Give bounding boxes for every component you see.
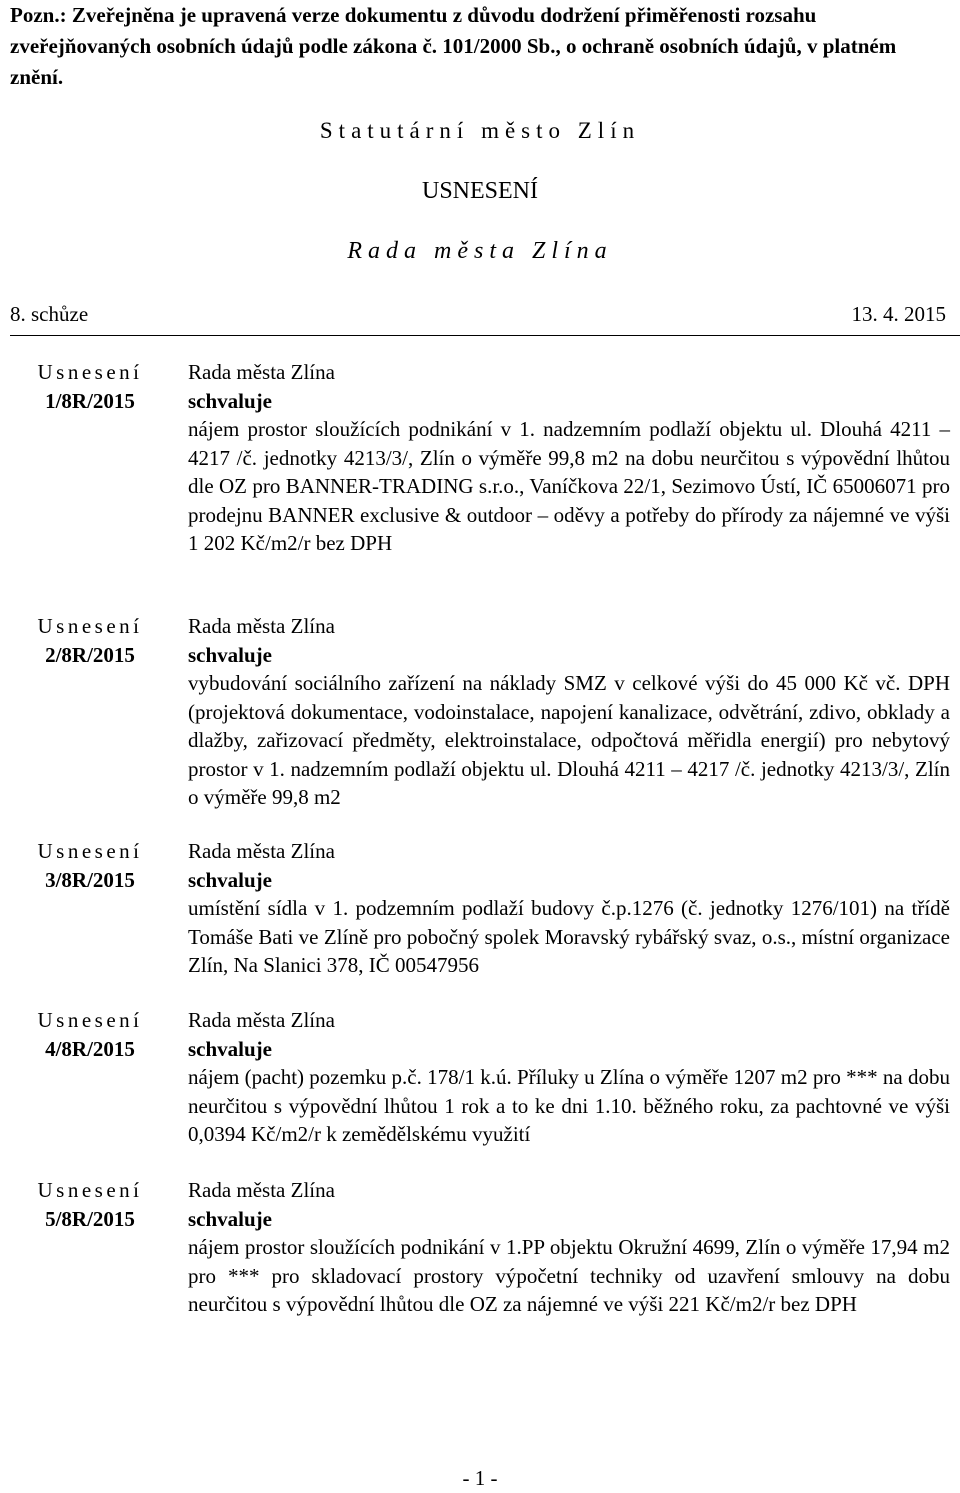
resolution-content bbox=[188, 837, 950, 980]
resolution-number: 3/8R/2015 bbox=[45, 868, 135, 892]
page-number: - 1 - bbox=[462, 1466, 498, 1490]
resolution-verb: schvaluje bbox=[188, 642, 272, 667]
resolution-text: vybudování sociálního zařízení na náklady SMZ v celkové výši do 45 000 Kč vč. DPH (projektová dokumentace, vodoinstalace, napojení kanalizace, odvětrání, zdivo, obklady a dlažby, zařizovací předměty, elektroinstalace, odpočtová měřidla energií) pro nebytový prostor v 1. nadzemním podlaží objektu ul. Dlouhá 4211 – 4217 /č. jednotky 4213/3/, Zlín o výměře 99,8 m2 bbox=[188, 671, 950, 809]
resolution-body-name: Rada města Zlína bbox=[188, 839, 335, 863]
council-title: Rada města Zlína bbox=[347, 238, 613, 264]
resolution-label: Usnesení bbox=[37, 1178, 143, 1202]
resolution-body-name: Rada města Zlína bbox=[188, 614, 335, 638]
resolution-id bbox=[10, 1006, 170, 1064]
header-divider bbox=[10, 335, 960, 336]
resolution-body-name: Rada města Zlína bbox=[188, 1178, 335, 1202]
resolution-content bbox=[188, 612, 950, 812]
resolution-verb: schvaluje bbox=[188, 867, 272, 892]
resolution-label: Usnesení bbox=[37, 360, 143, 384]
resolution-verb: schvaluje bbox=[188, 388, 272, 413]
resolution-id bbox=[10, 1176, 170, 1234]
resolution-text: nájem (pacht) pozemku p.č. 178/1 k.ú. Příluky u Zlína o výměře 1207 m2 pro *** na dobu neurčitou s výpovědní lhůtou 1 rok a to ke dni 1.10. běžného roku, za pachtovné ve výši 0,0394 Kč/m2/r k zemědělskému využití bbox=[188, 1065, 950, 1146]
notice-prefix: Pozn.: bbox=[10, 3, 67, 27]
publication-notice bbox=[10, 0, 950, 93]
meeting-date: 13. 4. 2015 bbox=[851, 302, 946, 326]
resolution-verb: schvaluje bbox=[188, 1036, 272, 1061]
resolution-id bbox=[10, 358, 170, 416]
resolution-content bbox=[188, 1006, 950, 1149]
resolution-text: nájem prostor sloužících podnikání v 1. nadzemním podlaží objektu ul. Dlouhá 4211 – 4217 /č. jednotky 4213/3/, Zlín o výměře 99,8 m2 na dobu neurčitou s výpovědní lhůtou dle OZ pro BANNER-TRADING s.r.o., Vaníčkova 22/1, Sezimovo Ústí, IČ 65006071 pro prodejnu BANNER exclusive & outdoor – oděvy a potřeby do přírody za nájemné ve výši 1 202 Kč/m2/r bez DPH bbox=[188, 417, 950, 555]
resolution-label: Usnesení bbox=[37, 614, 143, 638]
meeting-session: 8. schůze bbox=[10, 302, 89, 326]
document-title: USNESENÍ bbox=[421, 178, 538, 204]
resolution-number: 2/8R/2015 bbox=[45, 643, 135, 667]
resolution-label: Usnesení bbox=[37, 839, 143, 863]
resolution-number: 5/8R/2015 bbox=[45, 1207, 135, 1231]
resolution-text: nájem prostor sloužících podnikání v 1.PP objektu Okružní 4699, Zlín o výměře 17,94 m2 pro *** pro skladovací prostory výpočetní techniky od uzavření smlouvy na dobu neurčitou s výpovědní lhůtou dle OZ za nájemné ve výši 221 Kč/m2/r bez DPH bbox=[188, 1235, 950, 1316]
notice-text: Zveřejněna je upravená verze dokumentu z důvodu dodržení přiměřenosti rozsahu zveřejňovaných osobních údajů podle zákona č. 101/2000 Sb., o ochraně osobních údajů, v platném znění. bbox=[10, 3, 897, 89]
city-title: Statutární město Zlín bbox=[319, 118, 641, 143]
resolution-text: umístění sídla v 1. podzemním podlaží budovy č.p.1276 (č. jednotky 1276/101) na třídě Tomáše Bati ve Zlíně pro pobočný spolek Moravský rybářský svaz, o.s., místní organizace Zlín, Na Slanici 378, IČ 00547956 bbox=[188, 896, 950, 977]
resolution-body-name: Rada města Zlína bbox=[188, 1008, 335, 1032]
resolution-body-name: Rada města Zlína bbox=[188, 360, 335, 384]
resolution-id bbox=[10, 612, 170, 670]
meeting-info bbox=[10, 302, 946, 327]
resolution-id bbox=[10, 837, 170, 895]
resolution-label: Usnesení bbox=[37, 1008, 143, 1032]
resolution-number: 1/8R/2015 bbox=[45, 389, 135, 413]
resolution-content bbox=[188, 1176, 950, 1319]
resolution-content bbox=[188, 358, 950, 558]
resolution-number: 4/8R/2015 bbox=[45, 1037, 135, 1061]
resolution-verb: schvaluje bbox=[188, 1206, 272, 1231]
